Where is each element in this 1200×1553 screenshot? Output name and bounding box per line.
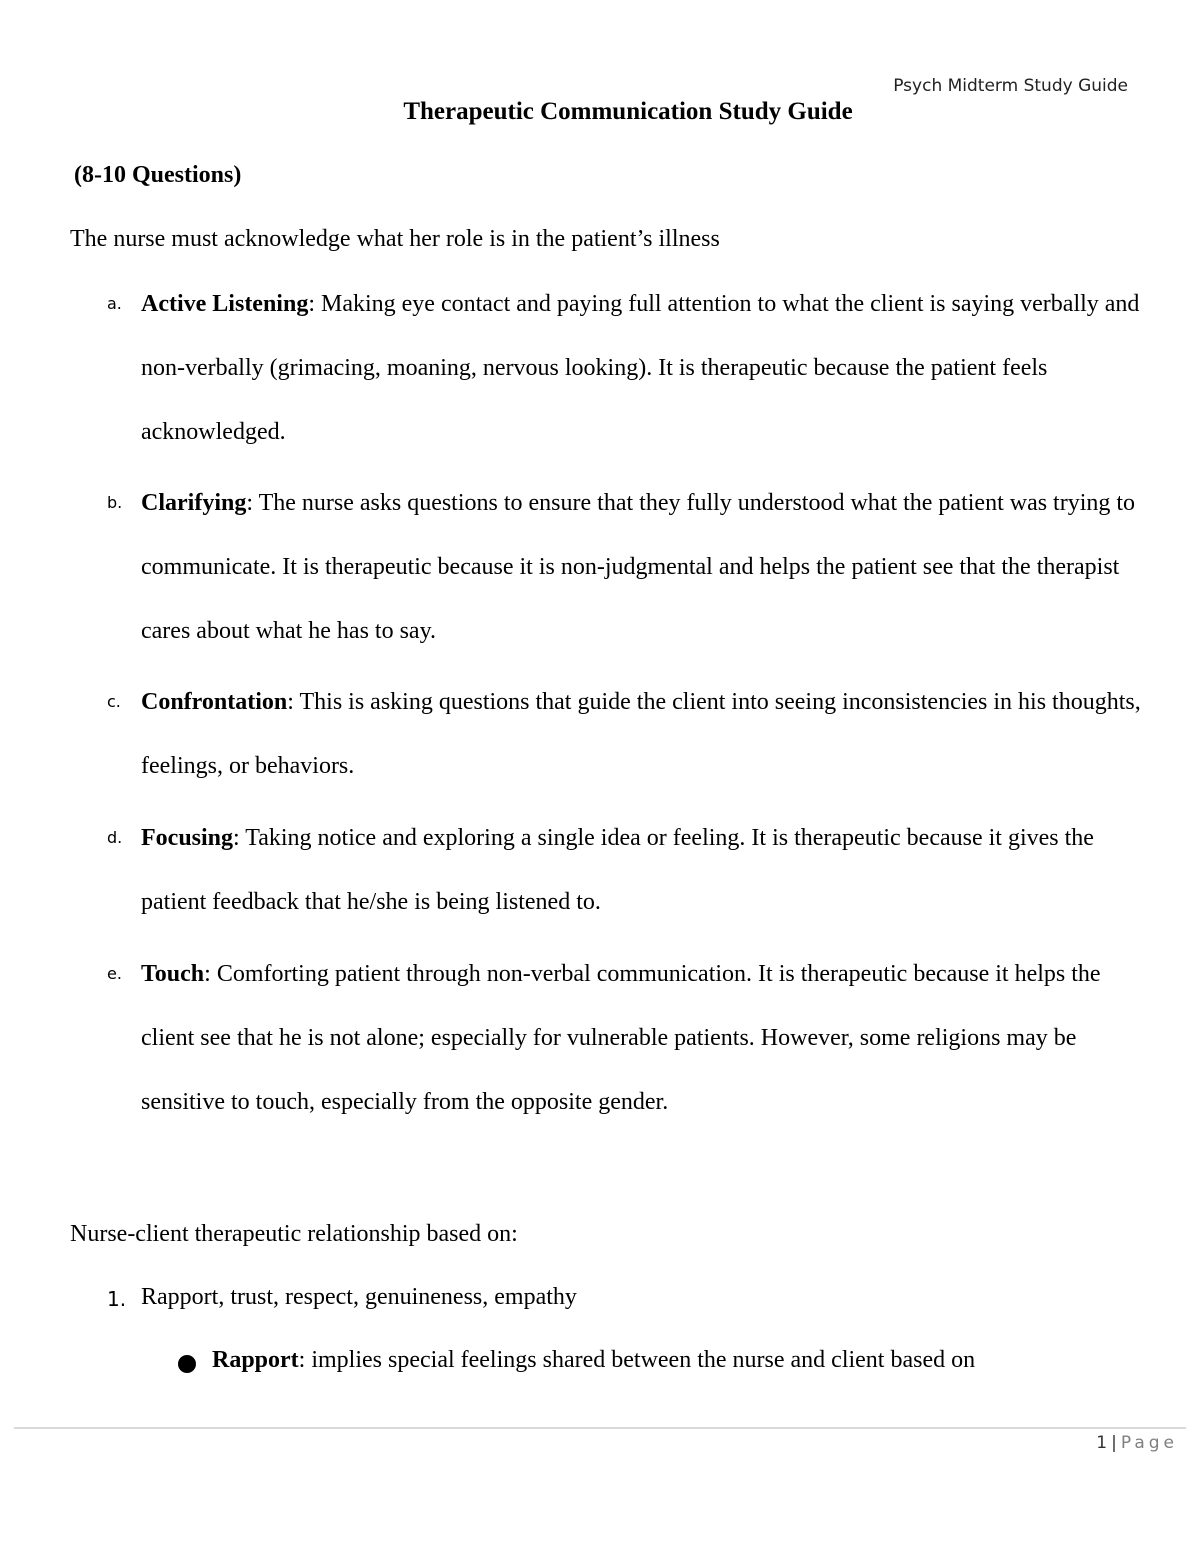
relationship-intro: Nurse-client therapeutic relationship based on: <box>70 1221 518 1247</box>
technique-description: : Making eye contact and paying full attention to what the client is saying verbally and non-verbally (grimacing, moaning, nervous looking). It is therapeutic because the patient feels acknowledged. <box>141 291 1140 445</box>
bullet-description: : implies special feelings shared between the nurse and client based on <box>298 1347 976 1373</box>
footer-separator: | <box>1111 1433 1117 1453</box>
technique-term: Active Listening <box>141 291 309 317</box>
page-footer <box>1096 1433 1178 1453</box>
intro-paragraph: The nurse must acknowledge what her role is in the patient’s illness <box>70 226 720 252</box>
list-marker: b. <box>107 493 123 512</box>
list-marker: a. <box>107 294 122 313</box>
page-title: Therapeutic Communication Study Guide <box>403 98 853 125</box>
technique-term: Touch <box>141 961 205 987</box>
technique-term: Clarifying <box>141 490 247 516</box>
bullet-term: Rapport <box>212 1347 299 1373</box>
technique-description: : Taking notice and exploring a single idea or feeling. It is therapeutic because it gives the patient feedback that he/she is being listened to. <box>141 825 1094 915</box>
relationship-item: Rapport, trust, respect, genuineness, empathy <box>141 1284 577 1310</box>
list-marker: d. <box>107 828 123 847</box>
technique-body <box>141 272 1141 464</box>
page-number: 1 <box>1096 1433 1108 1453</box>
technique-term: Confrontation <box>141 689 288 715</box>
sub-bullet-item <box>212 1347 975 1374</box>
list-marker: c. <box>107 692 121 711</box>
list-marker: 1. <box>107 1287 127 1311</box>
bullet-icon <box>178 1355 196 1373</box>
list-marker: e. <box>107 964 122 983</box>
technique-description: : The nurse asks questions to ensure that they fully understood what the patient was trying to communicate. It is therapeutic because it is non-judgmental and helps the patient see that the therapist cares about what he has to say. <box>141 490 1136 644</box>
technique-body <box>141 471 1141 663</box>
technique-body <box>141 806 1141 934</box>
technique-description: : Comforting patient through non-verbal communication. It is therapeutic because it helps the client see that he is not alone; especially for vulnerable patients. However, some religions may be sensitive to touch, especially from the opposite gender. <box>141 961 1101 1115</box>
running-header: Psych Midterm Study Guide <box>893 76 1128 96</box>
technique-term: Focusing <box>141 825 234 851</box>
technique-body <box>141 670 1141 798</box>
question-count: (8-10 Questions) <box>74 162 242 188</box>
footer-divider <box>14 1427 1186 1429</box>
page-label: Page <box>1120 1433 1178 1453</box>
technique-body <box>141 942 1141 1134</box>
technique-description: : This is asking questions that guide the client into seeing inconsistencies in his thoughts, feelings, or behaviors. <box>141 689 1141 779</box>
